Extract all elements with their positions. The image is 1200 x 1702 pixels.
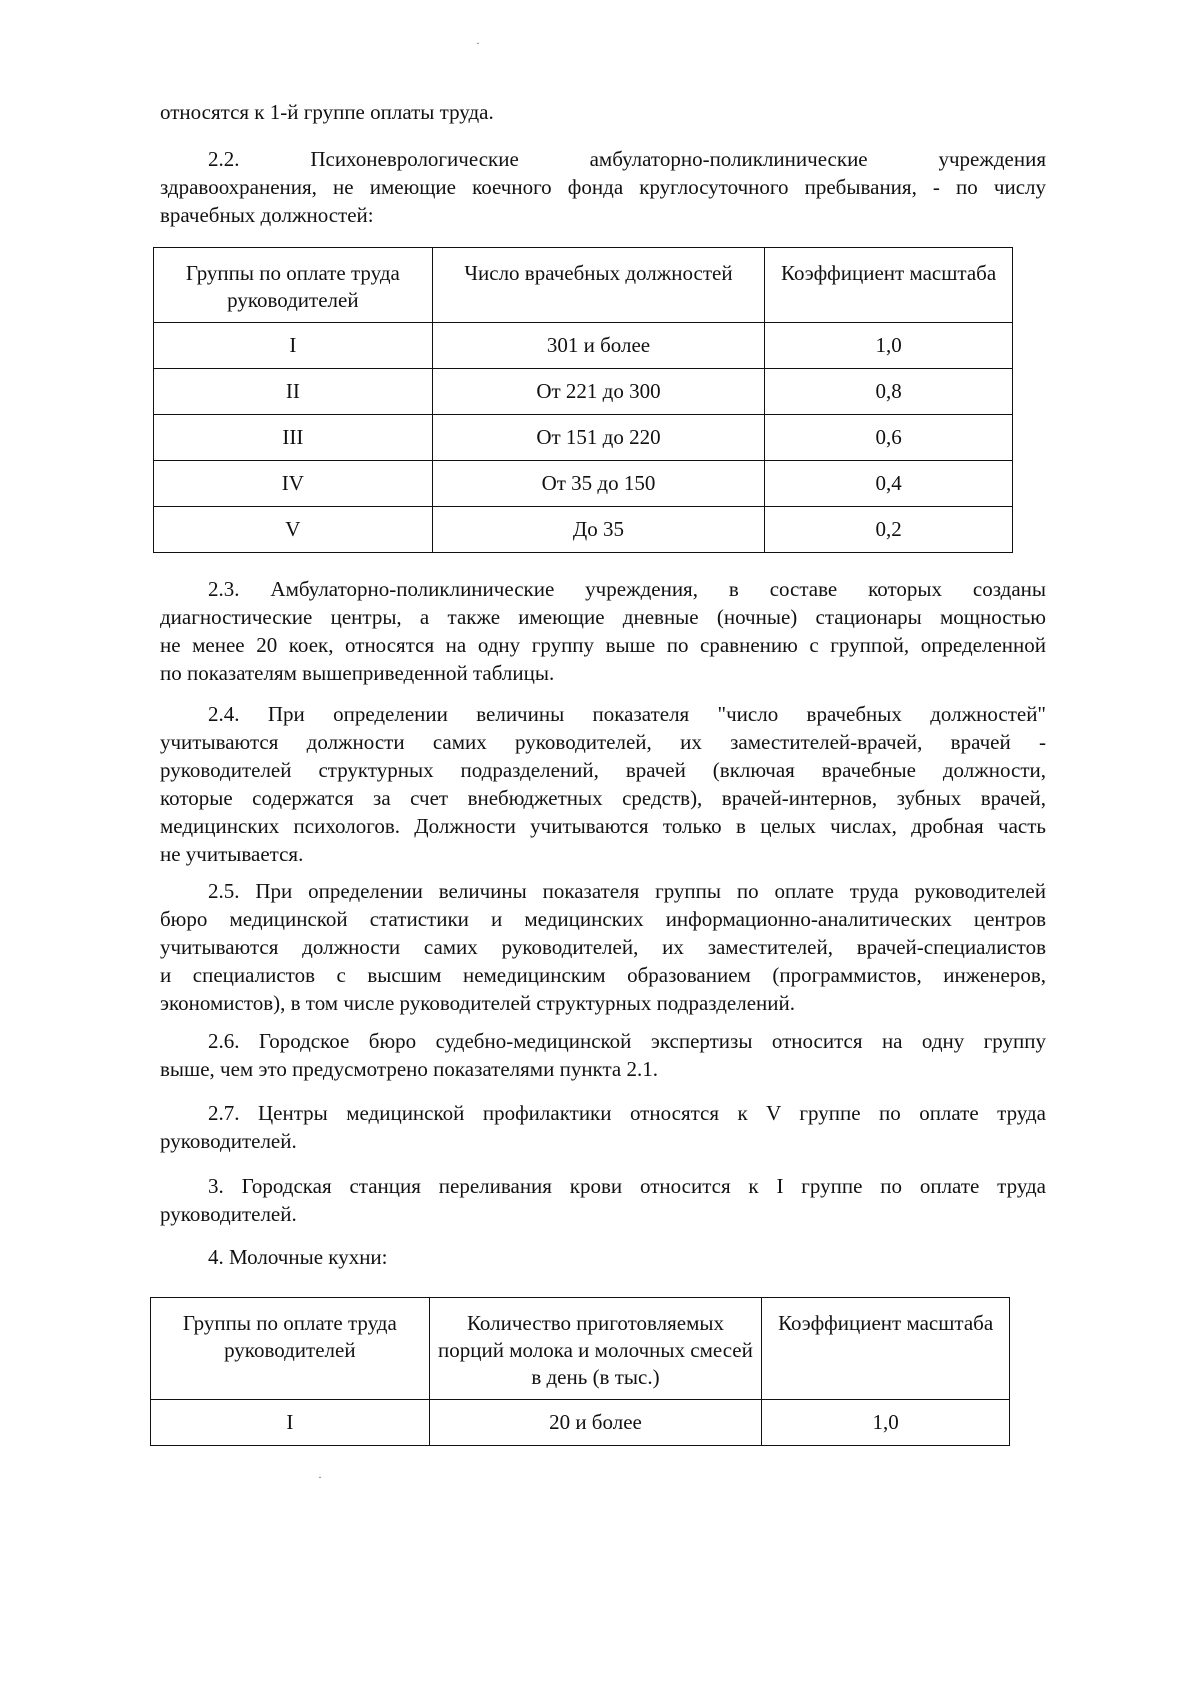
cell-coefficient: 0,6 [765, 415, 1013, 461]
cell-coefficient: 0,4 [765, 461, 1013, 507]
table-row [154, 415, 1013, 461]
text-line: 2.2. Психоневрологические амбулаторно-поликлинические учреждения [208, 147, 1046, 171]
text-line: учитываются должности самих руководителей, их заместителей-врачей, врачей - [160, 730, 1046, 754]
section-4-title [208, 1243, 1046, 1271]
text-line: 2.6. Городское бюро судебно-медицинской экспертизы относится на одну группу [208, 1029, 1046, 1053]
text-line: 4. Молочные кухни: [208, 1245, 388, 1269]
text-line: выше, чем это предусмотрено показателями пункта 2.1. [160, 1057, 658, 1081]
text-line: не учитывается. [160, 842, 304, 866]
header-positions: Число врачебных должностей [432, 248, 765, 323]
text-line: здравоохранения, не имеющие коечного фонда круглосуточного пребывания, - по числу [160, 175, 1046, 199]
header-group: Группы по оплате труда руководителей [151, 1298, 430, 1400]
header-portions: Количество приготовляемых порций молока и молочных смесей в день (в тыс.) [429, 1298, 762, 1400]
cell-group: II [154, 369, 433, 415]
scan-speck: · [318, 1470, 322, 1484]
cell-positions: От 221 до 300 [432, 369, 765, 415]
text-line: не менее 20 коек, относятся на одну группу выше по сравнению с группой, определенной [160, 633, 1046, 657]
text-line: которые содержатся за счет внебюджетных средств), врачей-интернов, зубных врачей, [160, 786, 1046, 810]
paragraph-3 [160, 1172, 1046, 1228]
cell-positions: До 35 [432, 507, 765, 553]
text-line: 2.5. При определении величины показателя группы по оплате труда руководителей [208, 879, 1046, 903]
paragraph-2-7 [160, 1099, 1046, 1155]
text-line: руководителей. [160, 1129, 297, 1153]
header-coefficient: Коэффициент масштаба [765, 248, 1013, 323]
text-line: экономистов), в том числе руководителей структурных подразделений. [160, 991, 795, 1015]
table-row [151, 1400, 1010, 1446]
text-line: по показателям вышеприведенной таблицы. [160, 661, 555, 685]
cell-group: I [151, 1400, 430, 1446]
text-line: медицинских психологов. Должности учитываются только в целых числах, дробная часть [160, 814, 1046, 838]
text-line: учитываются должности самих руководителей, их заместителей, врачей-специалистов [160, 935, 1046, 959]
table-physician-positions [153, 247, 1013, 553]
paragraph-2-6 [160, 1027, 1046, 1083]
table-header-row [151, 1298, 1010, 1400]
paragraph-2-2 [160, 145, 1046, 229]
table-row [154, 461, 1013, 507]
cell-positions: От 151 до 220 [432, 415, 765, 461]
text-line: бюро медицинской статистики и медицинских информационно-аналитических центров [160, 907, 1046, 931]
table-row [154, 323, 1013, 369]
cell-coefficient: 0,8 [765, 369, 1013, 415]
cell-group: III [154, 415, 433, 461]
text-line: диагностические центры, а также имеющие дневные (ночные) стационары мощностью [160, 605, 1046, 629]
cell-portions: 20 и более [429, 1400, 762, 1446]
text-line: руководителей структурных подразделений, врачей (включая врачебные должности, [160, 758, 1046, 782]
text-line: 2.7. Центры медицинской профилактики относятся к V группе по оплате труда [208, 1101, 1046, 1125]
table-row [154, 369, 1013, 415]
cell-positions: 301 и более [432, 323, 765, 369]
paragraph-2-3 [160, 575, 1046, 687]
text-line: и специалистов с высшим немедицинским образованием (программистов, инженеров, [160, 963, 1046, 987]
intro-paragraph [160, 98, 1046, 126]
cell-coefficient: 0,2 [765, 507, 1013, 553]
text-line: руководителей. [160, 1202, 297, 1226]
table-milk-kitchens [150, 1297, 1010, 1446]
cell-positions: От 35 до 150 [432, 461, 765, 507]
text-line: 3. Городская станция переливания крови относится к I группе по оплате труда [208, 1174, 1046, 1198]
cell-coefficient: 1,0 [762, 1400, 1010, 1446]
text-line: относятся к 1-й группе оплаты труда. [160, 100, 494, 124]
text-line: 2.3. Амбулаторно-поликлинические учреждения, в составе которых созданы [208, 577, 1046, 601]
cell-group: I [154, 323, 433, 369]
paragraph-2-5 [160, 877, 1046, 1017]
cell-coefficient: 1,0 [765, 323, 1013, 369]
header-coefficient: Коэффициент масштаба [762, 1298, 1010, 1400]
table-row [154, 507, 1013, 553]
cell-group: IV [154, 461, 433, 507]
table-header-row [154, 248, 1013, 323]
scan-speck: · [476, 36, 480, 50]
text-line: врачебных должностей: [160, 203, 374, 227]
text-line: 2.4. При определении величины показателя "число врачебных должностей" [208, 702, 1046, 726]
header-group: Группы по оплате труда руководителей [154, 248, 433, 323]
paragraph-2-4 [160, 700, 1046, 868]
cell-group: V [154, 507, 433, 553]
